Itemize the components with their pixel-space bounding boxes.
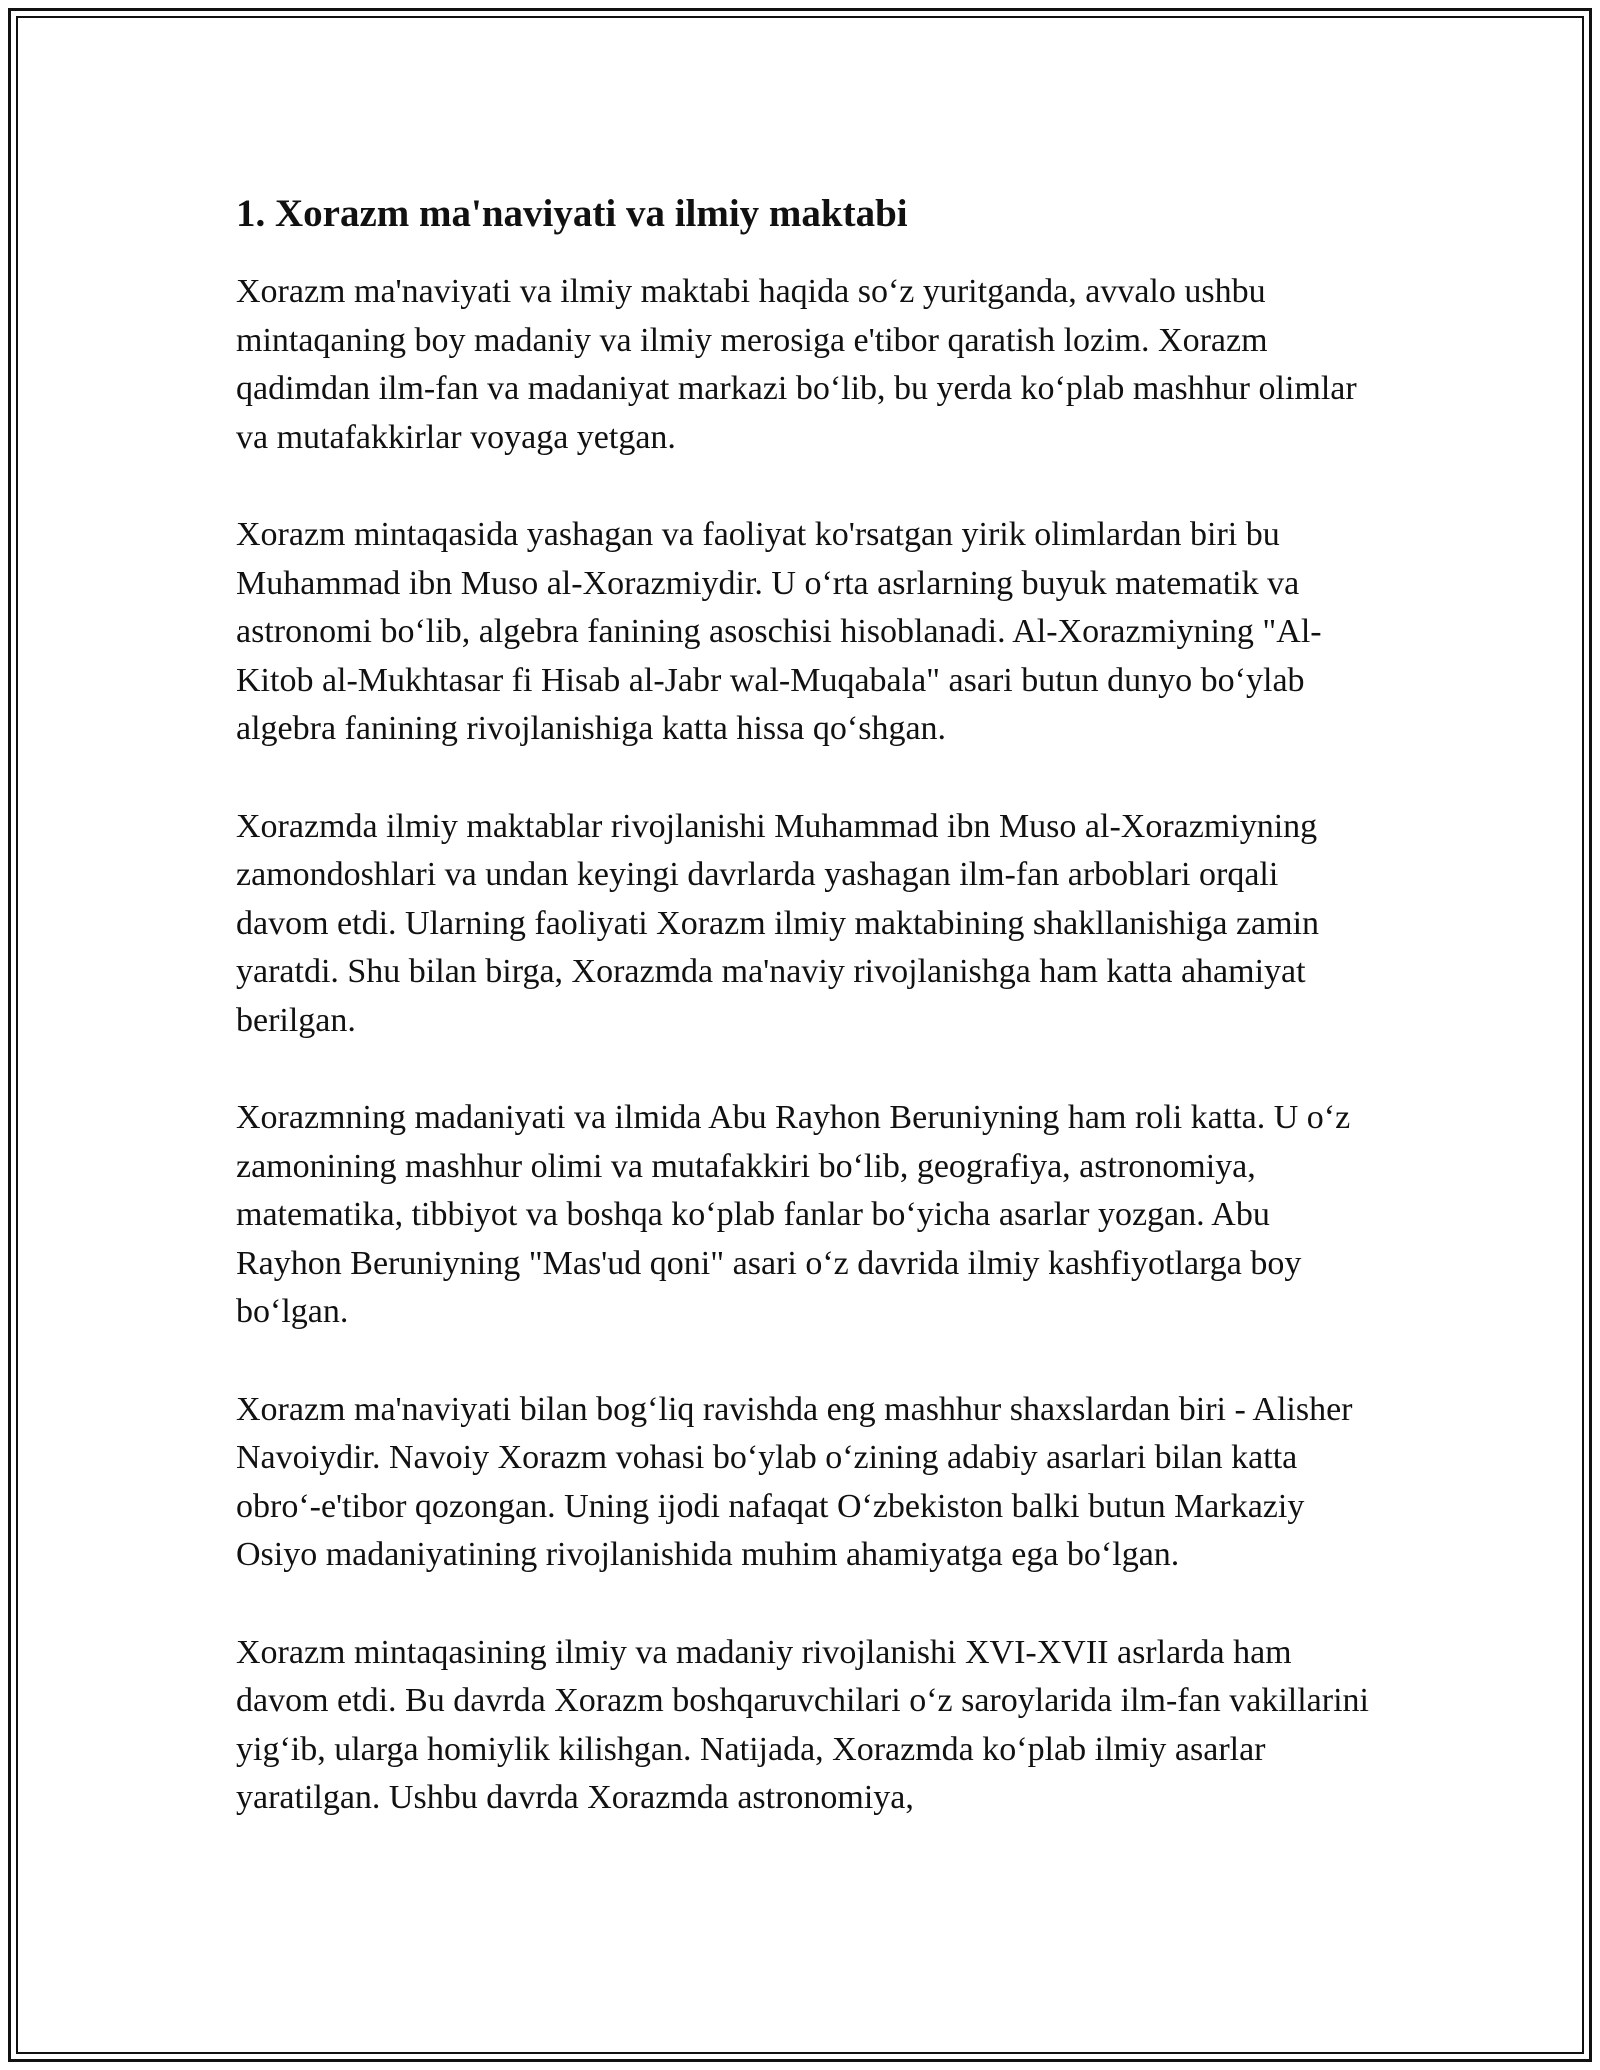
paragraph-navoiy: Xorazm ma'naviyati bilan bog‘liq ravishda eng mashhur shaxslardan biri - Alisher Navoiydir. Navoiy Xorazm vohasi bo‘ylab o‘zining adabiy asarlari bilan katta obro‘-e'tibor qozongan. Uning ijodi nafaqat O‘zbekiston balki butun Markaziy Osiyo madaniyatining rivojlanishida muhim ahamiyatga ega bo‘lgan. [236,1390,1353,1573]
document-body [236,186,1372,1872]
paragraph-intro: Xorazm ma'naviyati va ilmiy maktabi haqida so‘z yuritganda, avvalo ushbu mintaqaning boy madaniy va ilmiy merosiga e'tibor qaratish lozim. Xorazm qadimdan ilm-fan va madaniyat markazi bo‘lib, bu yerda ko‘plab mashhur olimlar va mutafakkirlar voyaga yetgan. [236,273,1357,456]
paragraph-16-17-centuries: Xorazm mintaqasining ilmiy va madaniy rivojlanishi XVI-XVII asrlarda ham davom etdi. Bu davrda Xorazm boshqaruvchilari o‘z saroylarida ilm-fan vakillarini yig‘ib, ularga homiylik kilishgan. Natijada, Xorazmda ko‘plab ilmiy asarlar yaratilgan. Ushbu davrda Xorazmda astronomiya, [236,1633,1369,1816]
paragraph-scientific-schools: Xorazmda ilmiy maktablar rivojlanishi Muhammad ibn Muso al-Xorazmiyning zamondoshlari va undan keyingi davrlarda yashagan ilm-fan arboblari orqali davom etdi. Ularning faoliyati Xorazm ilmiy maktabining shakllanishiga zamin yaratdi. Shu bilan birga, Xorazmda ma'naviy rivojlanishga ham katta ahamiyat berilgan. [236,807,1320,1039]
paragraph-beruniy: Xorazmning madaniyati va ilmida Abu Rayhon Beruniyning ham roli katta. U o‘z zamonining mashhur olimi va mutafakkiri bo‘lib, geografiya, astronomiya, matematika, tibbiyot va boshqa ko‘plab fanlar bo‘yicha asarlar yozgan. Abu Rayhon Beruniyning "Mas'ud qoni" asari o‘z davrida ilmiy kashfiyotlarga boy bo‘lgan. [236,1099,1351,1330]
paragraph-al-xorazmiy: Xorazm mintaqasida yashagan va faoliyat ko'rsatgan yirik olimlardan biri bu Muhammad ibn Muso al-Xorazmiydir. U o‘rta asrlarning buyuk matematik va astronomi bo‘lib, algebra fanining asoschisi hisoblanadi. Al-Xorazmiyning "Al-Kitob al-Mukhtasar fi Hisab al-Jabr wal-Muqabala" asari butun dunyo bo‘ylab algebra fanining rivojlanishiga katta hissa qo‘shgan. [236,516,1322,747]
section-heading: 1. Xorazm ma'naviyati va ilmiy maktabi [236,192,908,235]
